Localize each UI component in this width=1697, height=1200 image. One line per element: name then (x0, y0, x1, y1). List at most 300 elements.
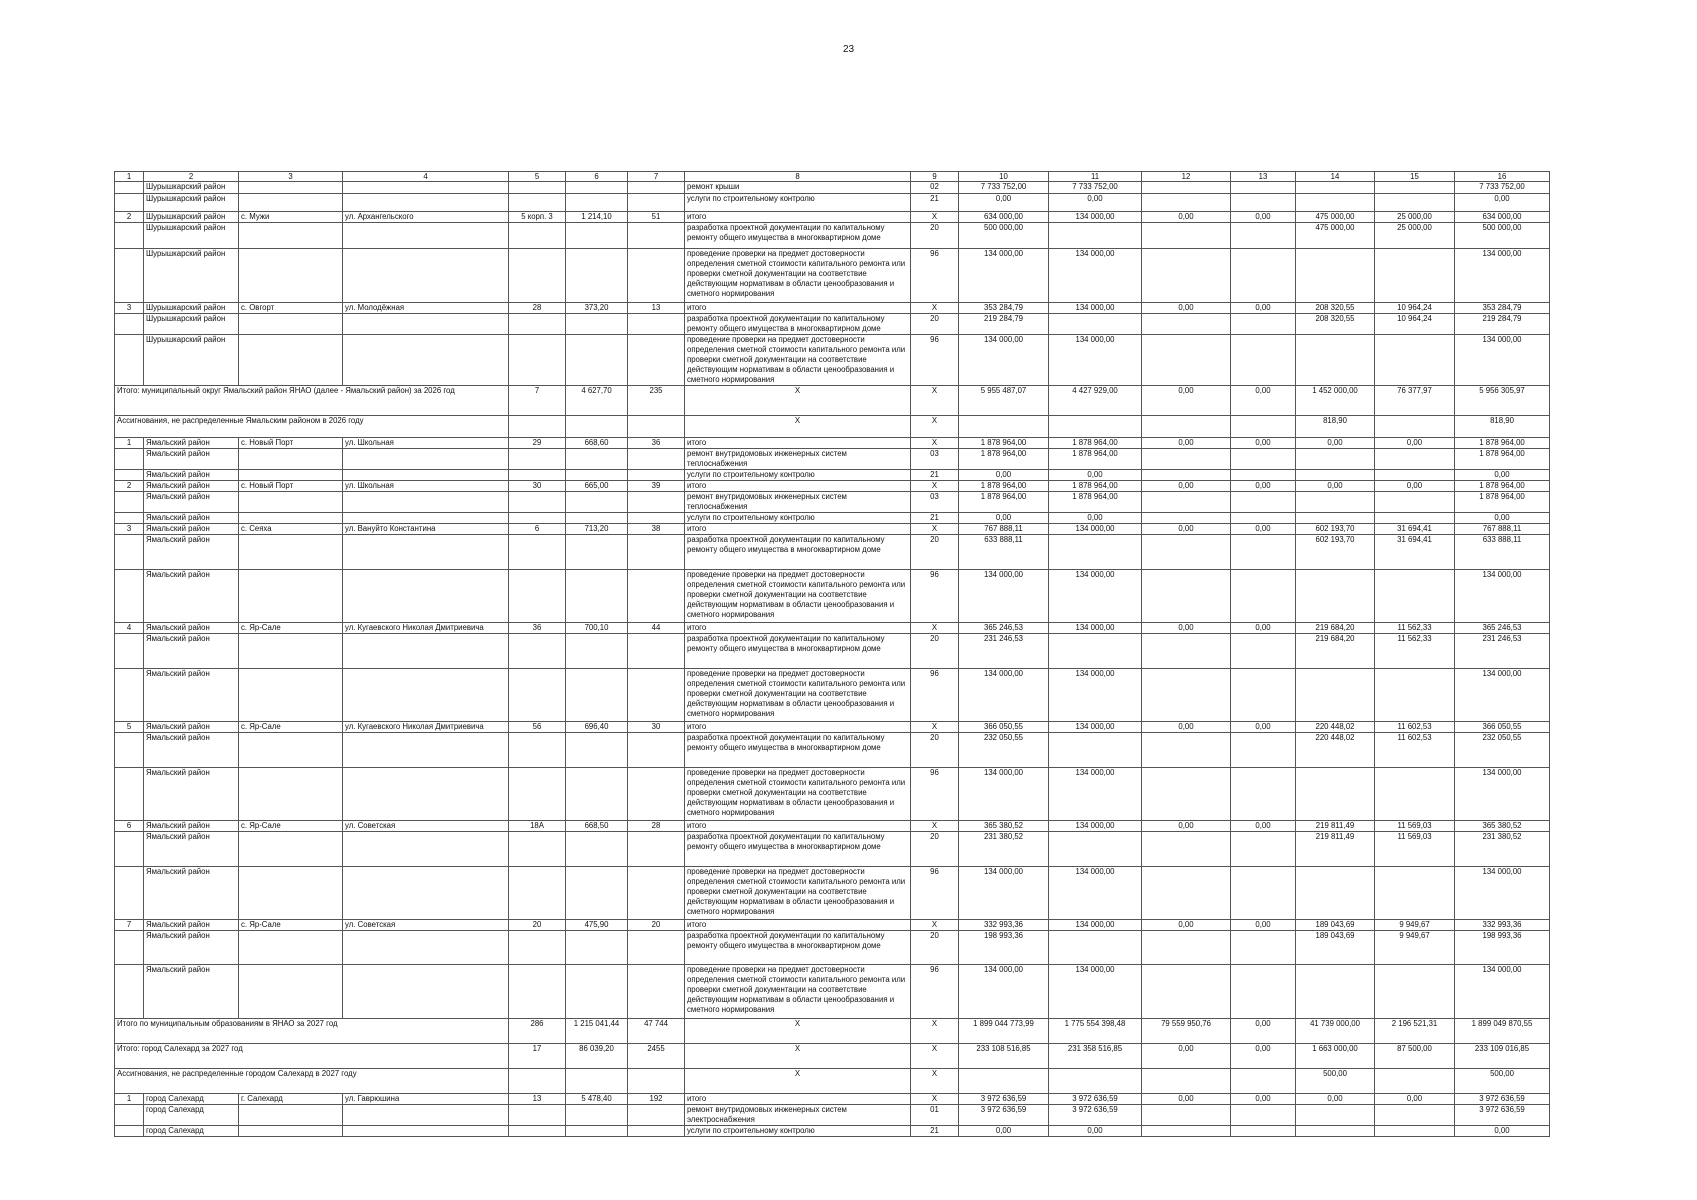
col-residents (628, 733, 685, 768)
col-fund: 0,00 (1049, 194, 1142, 212)
col-work-type: проведение проверки на предмет достоверности определения сметной стоимости капитального ремонта или проверки сметной документации на соответствие действующим нормативам в области ценообразования и сметного нормирования (685, 768, 911, 821)
table-row (115, 733, 1550, 768)
col-area (566, 931, 628, 965)
col-fund: 1 878 964,00 (1049, 438, 1142, 449)
col-area (566, 965, 628, 1019)
col-street: ул. Гаврюшина (343, 1094, 509, 1105)
col-residents (628, 931, 685, 965)
table-row (115, 623, 1550, 634)
col-house: 286 (509, 1019, 566, 1044)
col-area (566, 535, 628, 570)
col-settlement (239, 513, 343, 524)
col-code: X (911, 623, 959, 634)
col-other (1375, 182, 1455, 194)
table-row (115, 438, 1550, 449)
col-residents (628, 314, 685, 335)
col-fund: 3 972 636,59 (1049, 1105, 1142, 1126)
column-number-header: 2 (144, 172, 239, 182)
col-budget-local (1231, 768, 1296, 821)
col-work-type: итого (685, 438, 911, 449)
col-residents (628, 470, 685, 481)
col-residents: 28 (628, 821, 685, 832)
col-area: 665,00 (566, 481, 628, 492)
col-fund: 0,00 (1049, 1126, 1142, 1137)
col-budget-region (1142, 416, 1231, 438)
col-budget-region (1142, 249, 1231, 303)
col-budget-local (1231, 1069, 1296, 1094)
col-other (1375, 1069, 1455, 1094)
col-fund (1049, 314, 1142, 335)
col-work-type: проведение проверки на предмет достоверности определения сметной стоимости капитального ремонта или проверки сметной документации на соответствие действующим нормативам в области ценообразования и сметного нормирования (685, 669, 911, 722)
col-street (343, 867, 509, 920)
col-budget-region (1142, 733, 1231, 768)
col-area: 4 627,70 (566, 386, 628, 416)
col-settlement (239, 733, 343, 768)
table-row (115, 223, 1550, 249)
col-work-type: итого (685, 722, 911, 733)
col-budget-region (1142, 965, 1231, 1019)
col-fund (1049, 1069, 1142, 1094)
col-num (115, 249, 144, 303)
col-code: 20 (911, 535, 959, 570)
col-house (509, 570, 566, 623)
col-budget-local (1231, 669, 1296, 722)
col-num (115, 1105, 144, 1126)
col-street (343, 194, 509, 212)
col-residents: 51 (628, 212, 685, 223)
col-total-cost: 365 380,52 (959, 821, 1049, 832)
col-budget-local (1231, 832, 1296, 867)
column-number-header: 14 (1296, 172, 1375, 182)
col-owners: 189 043,69 (1296, 920, 1375, 931)
table-row (115, 481, 1550, 492)
col-total-cost: 134 000,00 (959, 669, 1049, 722)
col-street (343, 492, 509, 513)
col-col16: 134 000,00 (1455, 867, 1550, 920)
col-owners (1296, 965, 1375, 1019)
col-num: 7 (115, 920, 144, 931)
col-owners (1296, 669, 1375, 722)
col-street (343, 449, 509, 470)
col-settlement (239, 931, 343, 965)
col-settlement (239, 492, 343, 513)
col-num: 5 (115, 722, 144, 733)
col-house (509, 314, 566, 335)
col-col16: 0,00 (1455, 1126, 1550, 1137)
col-municipality: город Салехард (144, 1126, 239, 1137)
col-owners: 0,00 (1296, 1094, 1375, 1105)
column-number-header: 15 (1375, 172, 1455, 182)
col-street: ул. Молодёжная (343, 303, 509, 314)
col-street: ул. Советская (343, 920, 509, 931)
table-row (115, 867, 1550, 920)
col-fund: 134 000,00 (1049, 570, 1142, 623)
col-budget-local (1231, 570, 1296, 623)
col-owners (1296, 194, 1375, 212)
col-work-type: разработка проектной документации по капитальному ремонту общего имущества в многоквартирном доме (685, 314, 911, 335)
col-owners: 475 000,00 (1296, 212, 1375, 223)
col-work-type: X (685, 416, 911, 438)
col-col16: 134 000,00 (1455, 669, 1550, 722)
col-fund (1049, 416, 1142, 438)
column-number-header: 8 (685, 172, 911, 182)
col-street: ул. Советская (343, 821, 509, 832)
column-number-header: 11 (1049, 172, 1142, 182)
col-fund: 134 000,00 (1049, 920, 1142, 931)
col-budget-local (1231, 470, 1296, 481)
col-work-type: проведение проверки на предмет достоверности определения сметной стоимости капитального ремонта или проверки сметной документации на соответствие действующим нормативам в области ценообразования и сметного нормирования (685, 335, 911, 386)
col-work-type: итого (685, 623, 911, 634)
col-street: ул. Вануйто Константина (343, 524, 509, 535)
col-municipality: Ямальский район (144, 669, 239, 722)
col-house (509, 931, 566, 965)
col-area: 700,10 (566, 623, 628, 634)
col-col16: 365 246,53 (1455, 623, 1550, 634)
col-street (343, 1105, 509, 1126)
col-other (1375, 768, 1455, 821)
col-total-cost: 1 878 964,00 (959, 481, 1049, 492)
col-residents (628, 182, 685, 194)
col-settlement (239, 470, 343, 481)
col-municipality: Ямальский район (144, 535, 239, 570)
col-owners: 219 684,20 (1296, 634, 1375, 669)
col-other: 10 964,24 (1375, 303, 1455, 314)
col-municipality: Ямальский район (144, 768, 239, 821)
page-number: 23 (842, 44, 855, 55)
col-house (509, 832, 566, 867)
col-owners (1296, 449, 1375, 470)
col-area: 668,60 (566, 438, 628, 449)
col-budget-region (1142, 1105, 1231, 1126)
col-total-cost: 0,00 (959, 513, 1049, 524)
col-street (343, 570, 509, 623)
col-fund: 231 358 516,85 (1049, 1044, 1142, 1069)
table-row (115, 821, 1550, 832)
col-house (509, 1105, 566, 1126)
col-budget-local (1231, 335, 1296, 386)
col-owners: 220 448,02 (1296, 722, 1375, 733)
col-budget-region: 0,00 (1142, 303, 1231, 314)
col-col16: 818,90 (1455, 416, 1550, 438)
col-house (509, 449, 566, 470)
col-house (509, 492, 566, 513)
col-residents: 36 (628, 438, 685, 449)
col-settlement (239, 223, 343, 249)
col-settlement: с. Яр-Сале (239, 722, 343, 733)
summary-label: Ассигнования, не распределенные городом Салехард в 2027 году (115, 1069, 509, 1094)
col-code: X (911, 416, 959, 438)
col-other: 31 694,41 (1375, 524, 1455, 535)
col-budget-region (1142, 182, 1231, 194)
table-row (115, 535, 1550, 570)
table-row (115, 931, 1550, 965)
col-settlement (239, 669, 343, 722)
col-fund: 134 000,00 (1049, 335, 1142, 386)
col-house (509, 669, 566, 722)
col-code: 96 (911, 768, 959, 821)
col-budget-local: 0,00 (1231, 1019, 1296, 1044)
col-col16: 767 888,11 (1455, 524, 1550, 535)
col-total-cost: 233 108 516,85 (959, 1044, 1049, 1069)
col-total-cost: 231 246,53 (959, 634, 1049, 669)
col-budget-local (1231, 1126, 1296, 1137)
col-total-cost: 134 000,00 (959, 867, 1049, 920)
col-street (343, 965, 509, 1019)
col-owners: 818,90 (1296, 416, 1375, 438)
col-total-cost: 0,00 (959, 1126, 1049, 1137)
col-street (343, 535, 509, 570)
col-residents (628, 335, 685, 386)
col-house: 56 (509, 722, 566, 733)
col-num (115, 335, 144, 386)
col-num: 3 (115, 524, 144, 535)
col-col16: 1 899 049 870,55 (1455, 1019, 1550, 1044)
col-code: X (911, 920, 959, 931)
col-fund (1049, 832, 1142, 867)
col-work-type: услуги по строительному контролю (685, 470, 911, 481)
col-code: 21 (911, 470, 959, 481)
col-other: 11 602,53 (1375, 733, 1455, 768)
col-other (1375, 513, 1455, 524)
col-settlement (239, 314, 343, 335)
col-total-cost: 0,00 (959, 470, 1049, 481)
table-row (115, 1126, 1550, 1137)
col-work-type: X (685, 1069, 911, 1094)
col-owners (1296, 570, 1375, 623)
col-municipality: Ямальский район (144, 965, 239, 1019)
col-other: 25 000,00 (1375, 212, 1455, 223)
col-house (509, 634, 566, 669)
col-num: 1 (115, 438, 144, 449)
col-budget-local (1231, 449, 1296, 470)
col-num (115, 1126, 144, 1137)
column-number-header: 6 (566, 172, 628, 182)
table-row (115, 194, 1550, 212)
col-street (343, 634, 509, 669)
col-owners: 189 043,69 (1296, 931, 1375, 965)
column-number-header: 16 (1455, 172, 1550, 182)
col-house (509, 194, 566, 212)
col-work-type: итого (685, 1094, 911, 1105)
col-work-type: услуги по строительному контролю (685, 194, 911, 212)
col-code: X (911, 1044, 959, 1069)
col-budget-local: 0,00 (1231, 1044, 1296, 1069)
col-code: X (911, 1019, 959, 1044)
col-budget-region (1142, 669, 1231, 722)
col-fund: 134 000,00 (1049, 821, 1142, 832)
summary-label: Итого по муниципальным образованиям в ЯНАО за 2027 год (115, 1019, 509, 1044)
col-other: 0,00 (1375, 1094, 1455, 1105)
col-total-cost: 1 878 964,00 (959, 438, 1049, 449)
col-area: 1 215 041,44 (566, 1019, 628, 1044)
col-code: X (911, 821, 959, 832)
col-settlement (239, 867, 343, 920)
col-settlement (239, 194, 343, 212)
col-residents (628, 634, 685, 669)
col-settlement: с. Новый Порт (239, 438, 343, 449)
col-owners: 208 320,55 (1296, 314, 1375, 335)
col-budget-local (1231, 513, 1296, 524)
col-fund: 134 000,00 (1049, 249, 1142, 303)
col-fund (1049, 634, 1142, 669)
col-work-type: ремонт внутридомовых инженерных систем теплоснабжения (685, 492, 911, 513)
table-row (115, 722, 1550, 733)
col-fund: 134 000,00 (1049, 867, 1142, 920)
table-row (115, 634, 1550, 669)
col-other (1375, 965, 1455, 1019)
column-number-header: 3 (239, 172, 343, 182)
col-budget-local (1231, 965, 1296, 1019)
summary-row (115, 1019, 1550, 1044)
col-other: 11 562,33 (1375, 623, 1455, 634)
col-house (509, 1069, 566, 1094)
col-area: 1 214,10 (566, 212, 628, 223)
col-budget-region: 0,00 (1142, 212, 1231, 223)
summary-row (115, 1044, 1550, 1069)
col-total-cost: 634 000,00 (959, 212, 1049, 223)
col-street (343, 335, 509, 386)
col-house (509, 335, 566, 386)
col-col16: 1 878 964,00 (1455, 481, 1550, 492)
col-municipality: город Салехард (144, 1094, 239, 1105)
col-other: 11 569,03 (1375, 832, 1455, 867)
col-fund (1049, 223, 1142, 249)
col-other (1375, 1126, 1455, 1137)
col-owners (1296, 492, 1375, 513)
col-fund: 134 000,00 (1049, 965, 1142, 1019)
col-area (566, 182, 628, 194)
col-other: 11 569,03 (1375, 821, 1455, 832)
col-area (566, 1126, 628, 1137)
col-code: 03 (911, 449, 959, 470)
column-number-header: 9 (911, 172, 959, 182)
col-num (115, 733, 144, 768)
col-code: X (911, 722, 959, 733)
col-work-type: услуги по строительному контролю (685, 513, 911, 524)
col-code: 96 (911, 335, 959, 386)
col-budget-region (1142, 314, 1231, 335)
col-num: 1 (115, 1094, 144, 1105)
col-area (566, 669, 628, 722)
col-budget-region: 0,00 (1142, 386, 1231, 416)
col-budget-local: 0,00 (1231, 524, 1296, 535)
col-residents (628, 194, 685, 212)
col-fund: 134 000,00 (1049, 303, 1142, 314)
col-street (343, 470, 509, 481)
col-budget-region (1142, 931, 1231, 965)
summary-row (115, 1069, 1550, 1094)
col-settlement (239, 1126, 343, 1137)
col-other (1375, 416, 1455, 438)
col-fund (1049, 931, 1142, 965)
col-settlement (239, 1105, 343, 1126)
col-residents: 47 744 (628, 1019, 685, 1044)
col-municipality: Шурышкарский район (144, 314, 239, 335)
col-street (343, 832, 509, 867)
col-residents: 30 (628, 722, 685, 733)
col-fund (1049, 733, 1142, 768)
col-code: 21 (911, 1126, 959, 1137)
col-owners (1296, 867, 1375, 920)
col-municipality: Ямальский район (144, 920, 239, 931)
col-other: 9 949,67 (1375, 920, 1455, 931)
column-number-header: 4 (343, 172, 509, 182)
col-col16: 3 972 636,59 (1455, 1094, 1550, 1105)
col-owners: 0,00 (1296, 481, 1375, 492)
col-budget-region: 0,00 (1142, 1044, 1231, 1069)
table-row (115, 249, 1550, 303)
col-code: X (911, 524, 959, 535)
col-owners: 41 739 000,00 (1296, 1019, 1375, 1044)
col-house (509, 733, 566, 768)
col-total-cost: 7 733 752,00 (959, 182, 1049, 194)
col-total-cost (959, 416, 1049, 438)
col-budget-region (1142, 768, 1231, 821)
col-owners (1296, 335, 1375, 386)
table-row (115, 1105, 1550, 1126)
col-code: 96 (911, 570, 959, 623)
col-col16: 353 284,79 (1455, 303, 1550, 314)
col-code: X (911, 386, 959, 416)
col-settlement: с. Яр-Сале (239, 821, 343, 832)
col-work-type: ремонт внутридомовых инженерных систем теплоснабжения (685, 449, 911, 470)
col-col16: 0,00 (1455, 470, 1550, 481)
col-work-type: разработка проектной документации по капитальному ремонту общего имущества в многоквартирном доме (685, 223, 911, 249)
col-municipality: Ямальский район (144, 524, 239, 535)
col-other (1375, 669, 1455, 722)
col-code: X (911, 1069, 959, 1094)
col-budget-local (1231, 194, 1296, 212)
col-house: 30 (509, 481, 566, 492)
col-budget-region (1142, 535, 1231, 570)
col-total-cost: 134 000,00 (959, 768, 1049, 821)
col-fund: 134 000,00 (1049, 669, 1142, 722)
col-total-cost: 633 888,11 (959, 535, 1049, 570)
col-budget-local: 0,00 (1231, 722, 1296, 733)
col-area (566, 1105, 628, 1126)
col-code: 03 (911, 492, 959, 513)
table-row (115, 492, 1550, 513)
col-code: X (911, 212, 959, 223)
col-code: 02 (911, 182, 959, 194)
col-budget-local (1231, 1105, 1296, 1126)
col-municipality: Шурышкарский район (144, 335, 239, 386)
col-municipality: Ямальский район (144, 513, 239, 524)
summary-label: Итого: город Салехард за 2027 год (115, 1044, 509, 1069)
col-municipality: Шурышкарский район (144, 303, 239, 314)
col-residents: 38 (628, 524, 685, 535)
col-budget-region: 0,00 (1142, 438, 1231, 449)
col-budget-local: 0,00 (1231, 821, 1296, 832)
col-budget-local (1231, 535, 1296, 570)
col-work-type: итого (685, 821, 911, 832)
col-col16: 332 993,36 (1455, 920, 1550, 931)
col-budget-local (1231, 733, 1296, 768)
col-budget-local: 0,00 (1231, 386, 1296, 416)
col-total-cost: 1 878 964,00 (959, 492, 1049, 513)
col-col16: 0,00 (1455, 513, 1550, 524)
table-row (115, 303, 1550, 314)
col-total-cost: 3 972 636,59 (959, 1105, 1049, 1126)
col-code: 96 (911, 965, 959, 1019)
col-other: 10 964,24 (1375, 314, 1455, 335)
col-total-cost (959, 1069, 1049, 1094)
col-total-cost: 353 284,79 (959, 303, 1049, 314)
col-col16: 134 000,00 (1455, 249, 1550, 303)
col-code: X (911, 481, 959, 492)
col-total-cost: 5 955 487,07 (959, 386, 1049, 416)
col-work-type: итого (685, 212, 911, 223)
